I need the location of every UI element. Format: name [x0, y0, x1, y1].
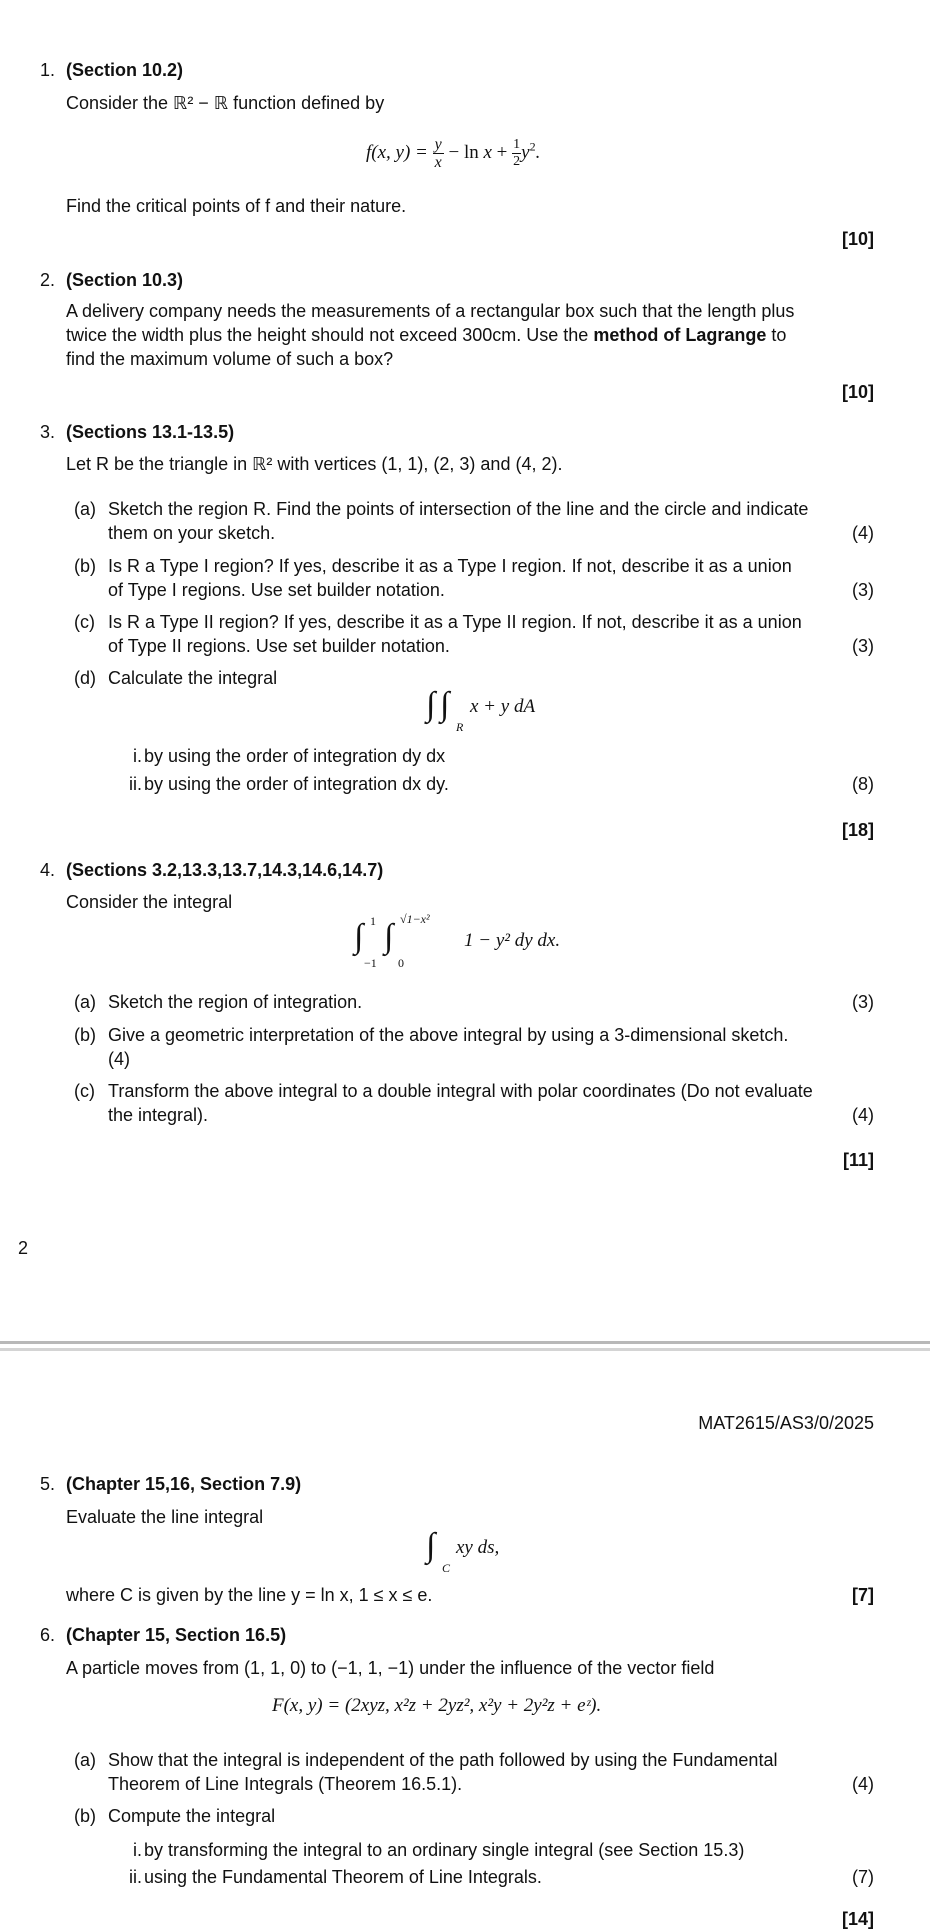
question-3d-line-1: Calculate the integral	[108, 668, 278, 688]
question-1-marks: [10]	[841, 229, 874, 249]
question-4a-line-1: Sketch the region of integration.	[108, 992, 363, 1012]
question-5-number: 5.	[40, 1474, 56, 1494]
exam-page-1: 1. (Section 10.2) Consider the ℝ² − ℝ function defined by f(x, y) = $\frac{y}{x}$ − ln x + $\frac{1}{2}$ $y^2$. Find the critical points of f and their nature. [10] 2. (Section 10.3) A delivery company needs the measurements of a rectangular box such that the length plus twice the width plus the height should not exceed 300cm. Use the method of Lagrange to find the maximum volume of such a box? [10] 3. (Sections 13.1-13.5) Let R be the triangle in ℝ² with vertices (1, 1), (2, 3) and (4, 2). (a) Sketch the region R. Find the points of intersection of the line and the circle and indicate them on your sketch. (4) (b) Is R a Type I region? If yes, describe it as a Type I region. If not, describe it as a union of Type I regions. Use set builder notation. (3) (c) Is R a Type II region? If yes, describe it as a Type II region. If not, describe it as a union of Type II regions. Use set builder notation. (3) (d) Calculate the integral ∫ ∫ R x + y dA i. by using the order of integration dy dx ii. by using the order of integration dx dy. (8) [18] 4. (Sections 3.2,13.3,13.7,14.3,14.6,14.7) Consider the integral ∫ 1 −1 ∫ √1−x² 0 1 − y² dy dx. (a) Sketch the region of integration. (3) (b) Give a geometric interpretation of the above integral by using a 3-dimensional sketch. (4) (c) Transform the above integral to a double integral with polar coordinates (Do not evaluate the integral). (4) [11] 2	[0, 0, 930, 1335]
question-3b-label: (b)	[74, 556, 96, 576]
question-3d-ii-text: by using the order of integration dx dy.	[144, 774, 449, 794]
question-4c-line-2: the integral).	[108, 1105, 209, 1125]
question-3c-mark: (3)	[852, 636, 874, 656]
question-3d-label: (d)	[74, 668, 96, 688]
question-5-heading: (Chapter 15,16, Section 7.9)	[66, 1474, 302, 1494]
lagrange-emphasis: method of Lagrange	[593, 325, 767, 345]
question-6-heading: (Chapter 15, Section 16.5)	[66, 1625, 287, 1645]
question-1-heading: (Section 10.2)	[66, 60, 184, 80]
question-3c-label: (c)	[74, 612, 95, 632]
question-6-intro: A particle moves from (1, 1, 0) to (−1, 1, −1) under the influence of the vector field	[66, 1658, 715, 1678]
question-1-intro: Consider the ℝ² − ℝ function defined by	[66, 93, 385, 113]
question-3b-mark: (3)	[852, 580, 874, 600]
question-4a-label: (a)	[74, 992, 96, 1012]
question-4-marks: [11]	[842, 1150, 874, 1170]
question-6b-i-text: by transforming the integral to an ordinary single integral (see Section 15.3)	[144, 1840, 745, 1860]
question-3c-line-2: of Type II regions. Use set builder notation.	[108, 636, 450, 656]
question-6b-mark: (7)	[852, 1867, 874, 1887]
question-2-heading: (Section 10.3)	[66, 270, 184, 290]
question-6a-line-1: Show that the integral is independent of the path followed by using the Fundamental	[108, 1750, 778, 1770]
question-3b-line-1: Is R a Type I region? If yes, describe it as a Type I region. If not, describe it as a union	[108, 556, 792, 576]
question-6-marks: [14]	[841, 1909, 874, 1929]
question-6b-line-1: Compute the integral	[108, 1806, 276, 1826]
question-6b-ii-label: ii.	[129, 1867, 142, 1887]
question-3-intro: Let R be the triangle in ℝ² with vertices (1, 1), (2, 3) and (4, 2).	[66, 454, 563, 474]
question-5-intro: Evaluate the line integral	[66, 1507, 264, 1527]
question-6b-i-label: i.	[133, 1840, 142, 1860]
exam-page-2	[0, 1355, 930, 1929]
question-3d-ii-label: ii.	[129, 774, 142, 794]
question-3c-line-1: Is R a Type II region? If yes, describe it as a Type II region. If not, describe it as a union	[108, 612, 802, 632]
question-6-number: 6.	[40, 1625, 56, 1645]
question-6b-ii-text: using the Fundamental Theorem of Line Integrals.	[144, 1867, 542, 1887]
question-6a-label: (a)	[74, 1750, 96, 1770]
question-2-line-2: twice the width plus the height should not exceed 300cm. Use the method of Lagrange to	[66, 325, 787, 345]
question-3a-mark: (4)	[852, 523, 874, 543]
question-4b-line-1: Give a geometric interpretation of the above integral by using a 3-dimensional sketch.	[108, 1025, 789, 1045]
question-2-line-3: find the maximum volume of such a box?	[66, 349, 394, 369]
question-4b-label: (b)	[74, 1025, 96, 1045]
question-1-task: Find the critical points of f and their nature.	[66, 196, 407, 216]
question-3-marks: [18]	[841, 820, 874, 840]
question-4c-label: (c)	[74, 1081, 95, 1101]
question-3a-label: (a)	[74, 499, 96, 519]
question-4-iterated-integral: ∫ 1 −1 ∫ √1−x² 0 1 − y² dy dx.	[354, 912, 561, 970]
question-6a-mark: (4)	[852, 1774, 874, 1794]
question-5-curve: where C is given by the line y = ln x, 1 ≤ x ≤ e.	[66, 1585, 433, 1605]
question-3d-mark: (8)	[852, 774, 874, 794]
question-2-line-1: A delivery company needs the measurements of a rectangular box such that the length plus	[66, 301, 795, 321]
question-5-line-integral: ∫ C xy ds,	[426, 1527, 500, 1575]
question-6a-line-2: Theorem of Line Integrals (Theorem 16.5.1).	[108, 1774, 463, 1794]
question-6b-label: (b)	[74, 1806, 96, 1826]
question-4a-mark: (3)	[852, 992, 874, 1012]
question-5-marks: [7]	[852, 1585, 874, 1605]
question-2-number: 2.	[40, 270, 56, 290]
question-3a-line-1: Sketch the region R. Find the points of intersection of the line and the circle and indicate	[108, 499, 809, 519]
question-4c-line-1: Transform the above integral to a double integral with polar coordinates (Do not evaluate	[108, 1081, 813, 1101]
question-3-heading: (Sections 13.1-13.5)	[66, 422, 235, 442]
page-number: 2	[18, 1238, 29, 1258]
question-3-number: 3.	[40, 422, 56, 442]
question-1-number: 1.	[40, 60, 56, 80]
course-code: MAT2615/AS3/0/2025	[698, 1413, 874, 1433]
question-4b-mark: (4)	[108, 1049, 130, 1069]
page-separator	[0, 1335, 930, 1355]
question-2-marks: [10]	[841, 382, 874, 402]
question-1-formula: f(x, y) = $\frac{y}{x}$ − ln x + $\frac{1}{2}$ $y^2$.	[366, 136, 541, 171]
question-3b-line-2: of Type I regions. Use set builder notation.	[108, 580, 445, 600]
question-4c-mark: (4)	[852, 1105, 874, 1125]
question-4-number: 4.	[40, 860, 56, 880]
question-3d-i-label: i.	[133, 746, 142, 766]
question-3d-i-text: by using the order of integration dy dx	[144, 746, 446, 766]
question-6-vector-field: F(x, y) = (2xyz, x²z + 2yz², x²y + 2y²z + eᶻ).	[272, 1695, 602, 1716]
question-4-intro: Consider the integral	[66, 892, 233, 912]
question-4-heading: (Sections 3.2,13.3,13.7,14.3,14.6,14.7)	[66, 860, 384, 880]
question-3a-line-2: them on your sketch.	[108, 523, 276, 543]
